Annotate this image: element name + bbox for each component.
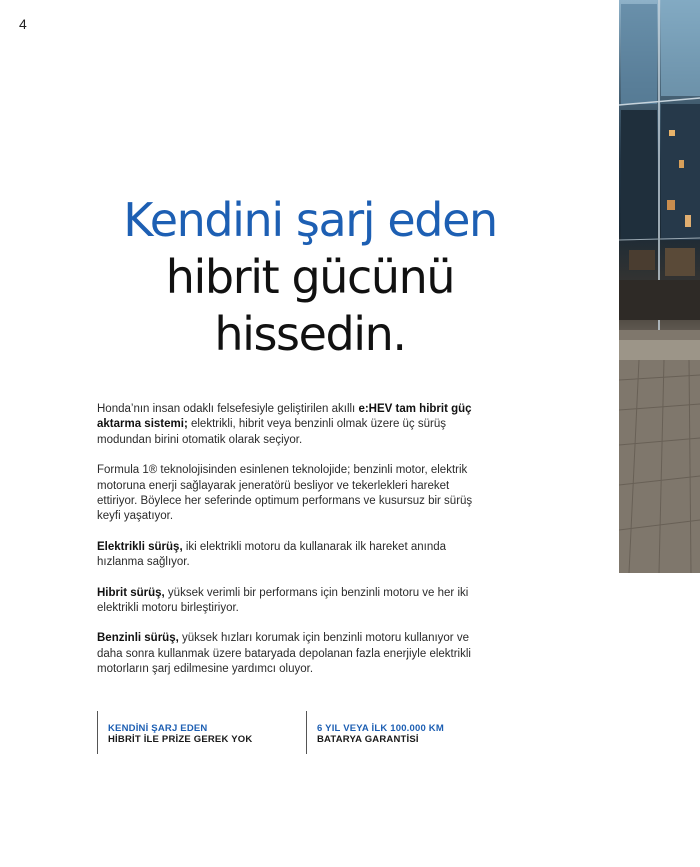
headline-line-1: Kendini şarj eden [123, 193, 497, 247]
feature-battery-warranty [306, 711, 506, 754]
paragraph-engine-drive: Benzinli sürüş, yüksek hızları korumak için benzinli motoru kullanıyor ve daha sonra kullanmak üzere bataryada depolanan fazla enerjiyle elektrikli motorların şarj edilmesine yardımcı oluyor. [97, 632, 471, 676]
headline [0, 192, 620, 363]
paragraph-intro: Honda’nın insan odaklı felsefesiyle geliştirilen akıllı e:HEV tam hibrit güç aktarma sistemi; elektrikli, hibrit veya benzinli olmak üzere üç sürüş modundan birini otomatik olarak seçiyor. [97, 403, 472, 446]
ehev-system-name: e:HEV tam hibrit güç aktarma sistemi; [97, 403, 472, 431]
feature-highlight: KENDİNİ ŞARJ EDEN [108, 723, 208, 734]
headline-line-3: hissedin. [214, 307, 406, 361]
feature-self-charging [97, 711, 297, 754]
feature-text: HİBRİT İLE PRİZE GEREK YOK [108, 734, 253, 745]
feature-highlight: 6 YIL VEYA İLK 100.000 KM [317, 723, 444, 734]
feature-text: BATARYA GARANTİSİ [317, 734, 419, 745]
building-photo [619, 0, 700, 573]
paragraph-formula1: Formula 1® teknolojisinden esinlenen teknolojide; benzinli motor, elektrik motoruna enerji sağlayarak jeneratörü besliyor ve tekerlekleri hareket ettiriyor. Böylece her seferinde optimum performans ve kusursuz bir sürüş keyfi yaşatıyor. [97, 464, 473, 523]
paragraph-hybrid-drive: Hibrit sürüş, yüksek verimli bir performans için benzinli motoru ve her iki elektrikli motoru birleştiriyor. [97, 586, 469, 615]
body-text [97, 402, 477, 693]
headline-line-2: hibrit gücünü [165, 250, 455, 304]
page-number: 4 [19, 16, 27, 32]
building-photo-graphic [619, 0, 700, 573]
paragraph-electric-drive: Elektrikli sürüş, iki elektrikli motoru da kullanarak ilk hareket anında hızlanma sağlıyor. [97, 540, 447, 569]
